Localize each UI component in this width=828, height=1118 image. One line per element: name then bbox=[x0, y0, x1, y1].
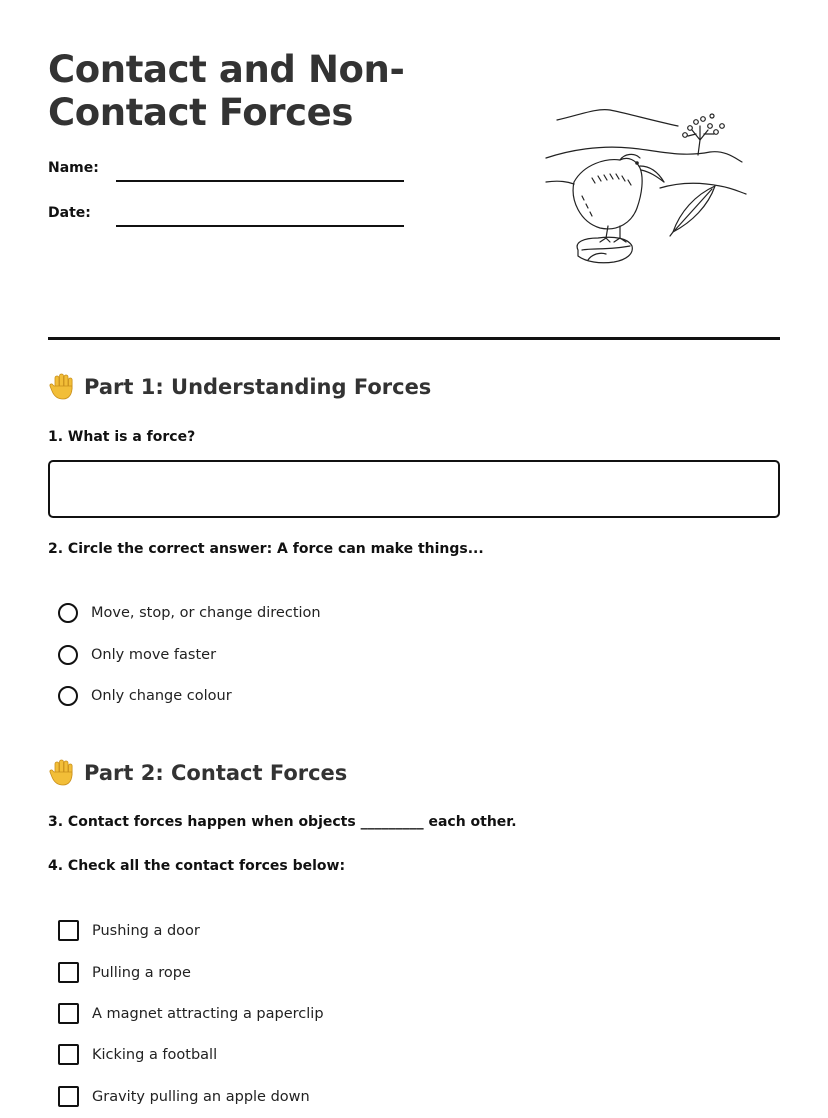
question-4-option[interactable] bbox=[58, 1086, 310, 1107]
worksheet-title: Contact and Non-Contact Forces bbox=[48, 48, 405, 134]
option-label: Move, stop, or change direction bbox=[91, 605, 321, 621]
radio-circle[interactable] bbox=[58, 645, 78, 665]
option-label: Gravity pulling an apple down bbox=[92, 1088, 310, 1105]
name-field[interactable] bbox=[116, 180, 404, 182]
date-label: Date: bbox=[48, 205, 91, 221]
checkbox[interactable] bbox=[58, 1086, 79, 1107]
question-4-option[interactable] bbox=[58, 1003, 324, 1024]
question-2-option[interactable] bbox=[58, 603, 321, 623]
part2-heading bbox=[48, 758, 347, 788]
question-4: 4. Check all the contact forces below: bbox=[48, 858, 346, 874]
part1-heading-text: Part 1: Understanding Forces bbox=[84, 375, 432, 399]
checkbox[interactable] bbox=[58, 920, 79, 941]
option-label: Kicking a football bbox=[92, 1046, 218, 1063]
question-1-answer-box[interactable] bbox=[48, 460, 780, 518]
question-1: 1. What is a force? bbox=[48, 429, 196, 445]
option-label: Pushing a door bbox=[92, 922, 200, 939]
question-4-option[interactable] bbox=[58, 962, 191, 983]
question-3: 3. Contact forces happen when objects _________ each other. bbox=[48, 814, 517, 830]
question-4-option[interactable] bbox=[58, 920, 200, 941]
radio-circle[interactable] bbox=[58, 686, 78, 706]
option-label: Only change colour bbox=[91, 688, 232, 704]
name-label: Name: bbox=[48, 160, 99, 176]
section-divider bbox=[48, 337, 780, 340]
question-2-option[interactable] bbox=[58, 645, 216, 665]
checkbox[interactable] bbox=[58, 1044, 79, 1065]
checkbox[interactable] bbox=[58, 962, 79, 983]
part1-heading bbox=[48, 372, 431, 402]
date-field[interactable] bbox=[116, 225, 404, 227]
checkbox[interactable] bbox=[58, 1003, 79, 1024]
kiwi-bird-illustration bbox=[540, 100, 750, 275]
question-2-option[interactable] bbox=[58, 686, 232, 706]
question-4-option[interactable] bbox=[58, 1044, 217, 1065]
question-2: 2. Circle the correct answer: A force can make things... bbox=[48, 541, 484, 557]
raised-hand-icon bbox=[48, 758, 76, 788]
option-label: Only move faster bbox=[91, 647, 217, 663]
radio-circle[interactable] bbox=[58, 603, 78, 623]
option-label: Pulling a rope bbox=[92, 964, 191, 981]
part2-heading-text: Part 2: Contact Forces bbox=[84, 761, 348, 785]
raised-hand-icon bbox=[48, 372, 76, 402]
option-label: A magnet attracting a paperclip bbox=[92, 1005, 324, 1022]
